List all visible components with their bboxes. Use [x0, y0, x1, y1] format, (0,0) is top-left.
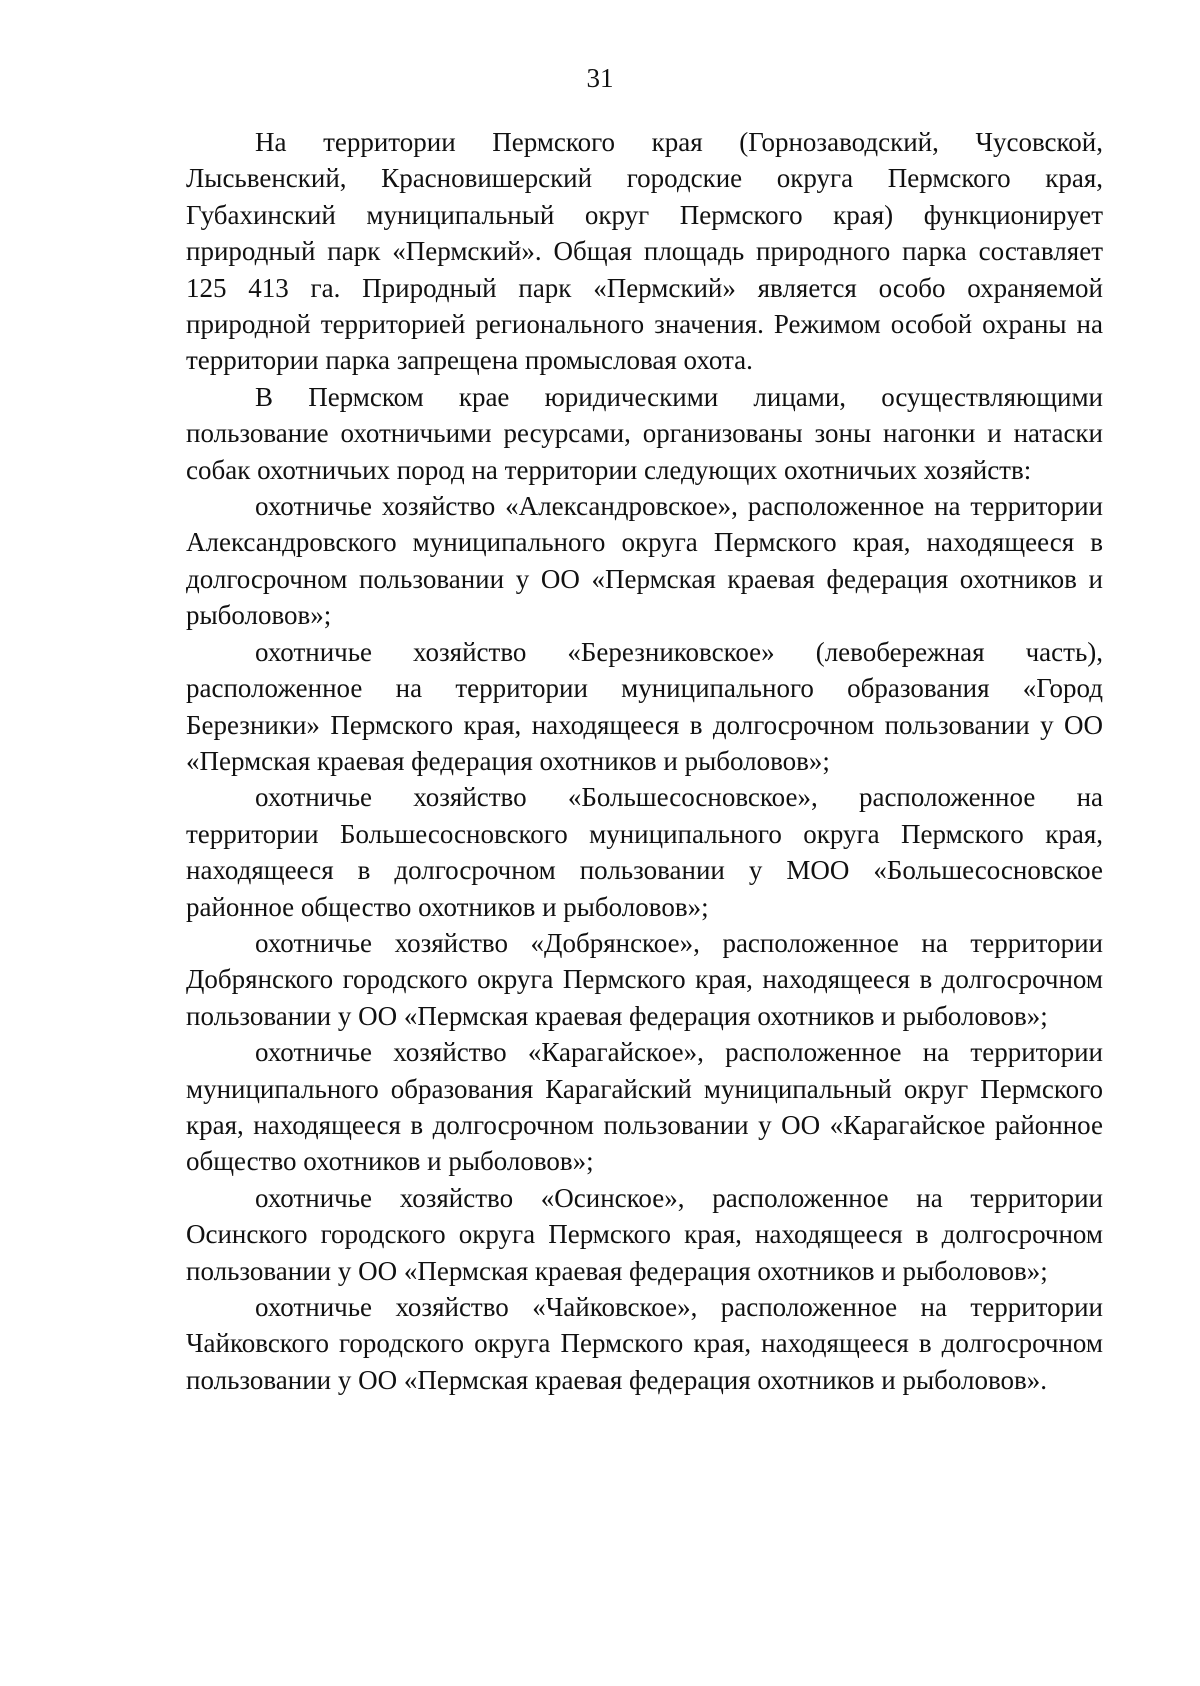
list-item-osinskoe: охотничье хозяйство «Осинское», расположенное на территории Осинского городского округа Пермского края, находящееся в долгосрочном пользовании у ОО «Пермская краевая федерация охотников и рыболовов»; [186, 1182, 1103, 1286]
list-item-bereznikovskoe: охотничье хозяйство «Березниковское» (левобережная часть), расположенное на территории муниципального образования «Город Березники» Пермского края, находящееся в долгосрочном пользовании у ОО «Пермская краевая федерация охотников и рыболовов»; [186, 636, 1103, 776]
page-number: 31 [586, 63, 614, 93]
list-item-bolshesosnovskoe: охотничье хозяйство «Большесосновское», расположенное на территории Большесосновского муниципального округа Пермского края, находящееся в долгосрочном пользовании у МОО «Большесосновское районное общество охотников и рыболовов»; [186, 782, 1103, 922]
list-item-karagaiskoe: охотничье хозяйство «Карагайское», расположенное на территории муниципального образования Карагайский муниципальный округ Пермского края, находящееся в долгосрочном пользовании у ОО «Карагайское районное общество охотников и рыболовов»; [186, 1037, 1103, 1177]
list-item-chaikovskoe: охотничье хозяйство «Чайковское», расположенное на территории Чайковского городского округа Пермского края, находящееся в долгосрочном пользовании у ОО «Пермская краевая федерация охотников и рыболовов». [186, 1292, 1103, 1395]
document-body [186, 124, 1103, 1398]
paragraph-dog-training-zones: В Пермском крае юридическими лицами, осуществляющими пользование охотничьими ресурсами, организованы зоны нагонки и натаски собак охотничьих пород на территории следующих охотничьих хозяйств: [186, 381, 1103, 485]
list-item-aleksandrovskoe: охотничье хозяйство «Александровское», расположенное на территории Александровского муниципального округа Пермского края, находящееся в долгосрочном пользовании у ОО «Пермская краевая федерация охотников и рыболовов»; [186, 491, 1103, 631]
paragraph-natural-park: На территории Пермского края (Горнозаводский, Чусовской, Лысьвенский, Красновишерский городские округа Пермского края, Губахинский муниципальный округ Пермского края) функционирует природный парк «Пермский». Общая площадь природного парка составляет 125 413 га. Природный парк «Пермский» является особо охраняемой природной территорией регионального значения. Режимом особой охраны на территории парка запрещена промысловая охота. [186, 127, 1103, 376]
list-item-dobryanskoe: охотничье хозяйство «Добрянское», расположенное на территории Добрянского городского округа Пермского края, находящееся в долгосрочном пользовании у ОО «Пермская краевая федерация охотников и рыболовов»; [186, 927, 1103, 1031]
